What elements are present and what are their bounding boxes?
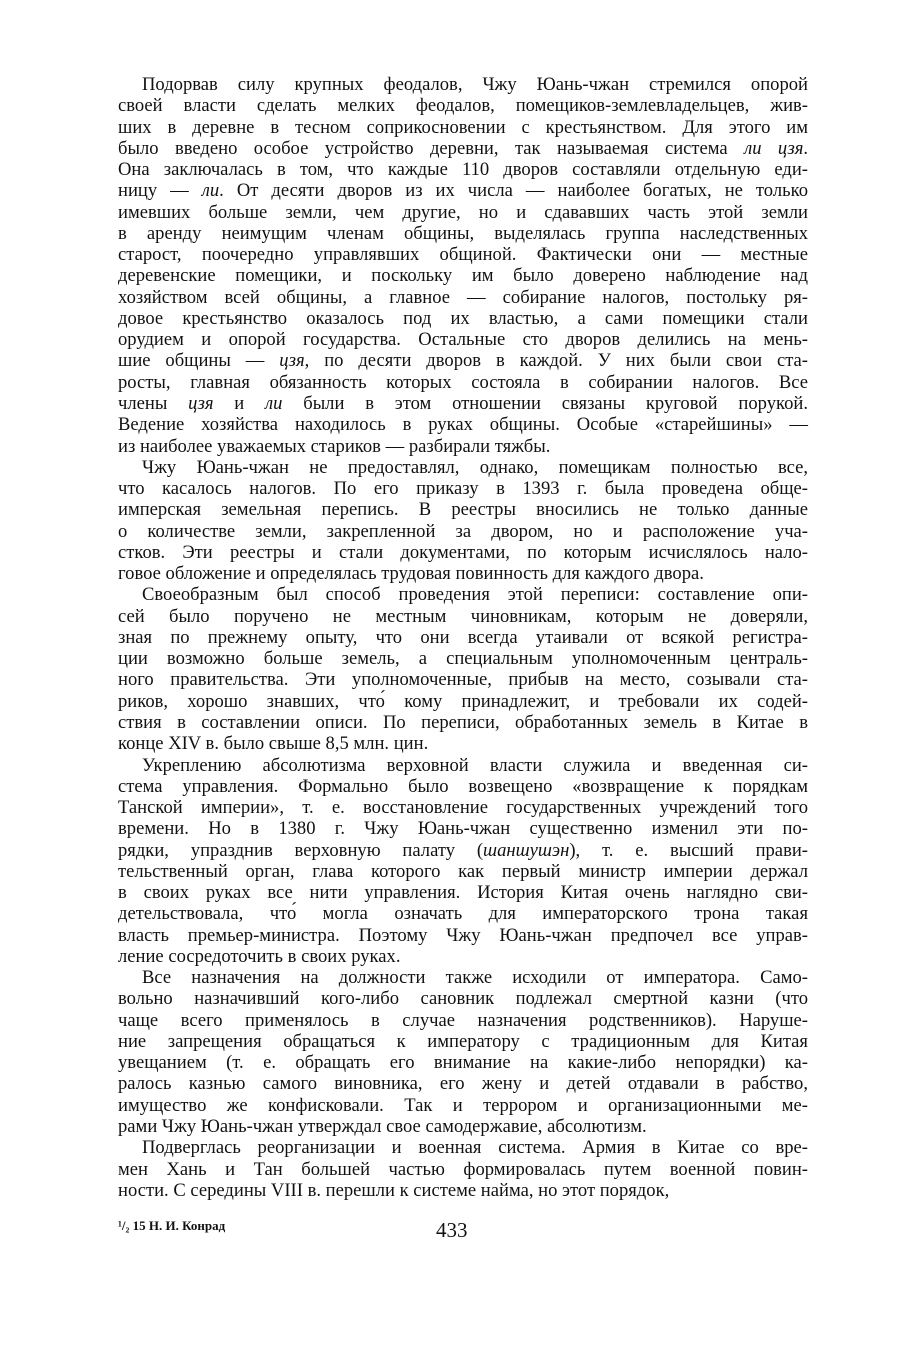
text-run: ницу — bbox=[118, 180, 202, 202]
text-line: ствия в составлении описи. По переписи, обработанных земель в Китае в bbox=[118, 711, 808, 733]
text-line: в аренду неимущим членам общины, выделялась группа наследственных bbox=[118, 222, 808, 244]
italic-term: ли bbox=[201, 180, 220, 202]
text-line: имущество же конфисковали. Так и террором и организационными ме- bbox=[118, 1094, 808, 1116]
text-run: ), т. е. высший прави- bbox=[569, 839, 808, 861]
text-line: имевших больше земли, чем другие, но и сдававших часть этой земли bbox=[118, 201, 808, 223]
text-line: сей было поручено не местным чиновникам, которым не доверяли, bbox=[118, 605, 808, 627]
text-line: хозяйством всей общины, а главное — собирание налогов, постольку ря- bbox=[118, 286, 808, 308]
text-line: Все назначения на должности также исходили от императора. Само- bbox=[142, 967, 808, 989]
text-line: увещанием (т. е. обращать его внимание на какие-либо непорядки) ка- bbox=[118, 1052, 808, 1074]
text-line: Танской империи», т. е. восстановление государственных учреждений того bbox=[118, 797, 808, 819]
italic-term: ли bbox=[265, 392, 283, 414]
text-line: своей власти сделать мелких феодалов, помещиков-землевладельцев, жив- bbox=[118, 95, 808, 117]
text-line: зная по прежнему опыту, что они всегда утаивали от всякой регистра- bbox=[118, 626, 808, 648]
text-line: стема управления. Формально было возвещено «возвращение к порядкам bbox=[118, 775, 808, 797]
text-line bbox=[118, 350, 808, 371]
body-text bbox=[118, 74, 808, 1201]
text-line: Подорвав силу крупных феодалов, Чжу Юань-чжан стремился опорой bbox=[142, 74, 808, 95]
text-line: вольно назначивший кого-либо сановник подлежал смертной казни (что bbox=[118, 988, 808, 1010]
italic-term: ли цзя bbox=[744, 137, 804, 159]
text-line: стков. Эти реестры и стали документами, по которым исчислялось нало- bbox=[118, 541, 808, 563]
text-line: мен Хань и Тан большей частью формировалась путем военной повин- bbox=[118, 1158, 808, 1180]
text-line: конце XIV в. было свыше 8,5 млн. цин. bbox=[118, 733, 429, 755]
text-line: о количестве земли, закрепленной за двором, но и расположение уча- bbox=[118, 520, 808, 542]
italic-term: шаншушэн bbox=[483, 839, 570, 861]
text-line: ции возможно больше земель, а специальным уполномоченным централь- bbox=[118, 648, 808, 670]
text-line: тельственный орган, глава которого как первый министр империи держал bbox=[118, 860, 808, 882]
italic-term: цзя bbox=[188, 392, 214, 414]
text-line: ралось казнью самого виновника, его жену и детей отдавали в рабство, bbox=[118, 1073, 808, 1095]
text-line: ление сосредоточить в своих руках. bbox=[118, 945, 401, 967]
text-line bbox=[118, 138, 808, 159]
text-line: в своих руках все нити управления. История Китая очень наглядно сви- bbox=[118, 882, 808, 904]
text-line bbox=[118, 840, 808, 861]
text-line: Укреплению абсолютизма верховной власти служила и введенная си- bbox=[142, 754, 808, 776]
text-line: ших в деревне в тесном соприкосновении с крестьянством. Для этого им bbox=[118, 116, 808, 138]
text-line: Чжу Юань-чжан не предоставлял, однако, помещикам полностью все, bbox=[142, 456, 808, 478]
printer-signature: ¹/₂ 15 Н. И. Конрад bbox=[118, 1218, 226, 1233]
paragraph bbox=[118, 1137, 808, 1201]
text-run: было введено особое устройство деревни, так называемая система bbox=[118, 137, 745, 159]
text-line: орудием и опорой государства. Остальные сто дворов делились на мень- bbox=[118, 329, 808, 351]
text-line: Своеобразным был способ проведения этой переписи: составление опи- bbox=[142, 584, 808, 606]
text-line: Подверглась реорганизации и военная система. Армия в Китае со вре- bbox=[142, 1137, 808, 1159]
text-run: члены bbox=[118, 392, 189, 414]
text-line: из наиболее уважаемых стариков — разбирали тяжбы. bbox=[118, 435, 551, 457]
italic-term: цзя bbox=[279, 350, 305, 372]
paragraph bbox=[118, 74, 808, 457]
text-line: детельствовала, что́ могла означать для императорского трона такая bbox=[118, 903, 808, 925]
text-line: чаще всего применялось в случае назначения родственников). Наруше- bbox=[118, 1009, 808, 1031]
text-run: и bbox=[213, 392, 266, 414]
text-run: были в этом отношении связаны круговой порукой. bbox=[282, 392, 808, 414]
text-line: времени. Но в 1380 г. Чжу Юань-чжан существенно изменил эти по- bbox=[118, 818, 808, 840]
text-line: росты, главная обязанность которых состояла в собирании налогов. Все bbox=[118, 371, 808, 393]
text-run: рядки, упразднив верховную палату ( bbox=[118, 839, 484, 861]
text-run: . bbox=[803, 137, 808, 159]
text-line: власть премьер-министра. Поэтому Чжу Юань-чжан предпочел все управ- bbox=[118, 924, 808, 946]
text-line: рами Чжу Юань-чжан утверждал свое самодержавие, абсолютизм. bbox=[118, 1116, 647, 1138]
text-line bbox=[118, 180, 808, 201]
text-line bbox=[118, 393, 808, 414]
text-line: что касалось налогов. По его приказу в 1393 г. была проведена обще- bbox=[118, 478, 808, 500]
text-line: довое крестьянство оказалось под их властью, а сами помещики стали bbox=[118, 307, 808, 329]
text-line: ние запрещения обращаться к императору с традиционным для Китая bbox=[118, 1030, 808, 1052]
paragraph bbox=[118, 457, 808, 585]
text-line: Она заключалась в том, что каждые 110 дворов составляли отдельную еди- bbox=[118, 159, 808, 181]
paragraph bbox=[118, 967, 808, 1137]
text-run: . От десяти дворов из их числа — наиболее богатых, не только bbox=[219, 180, 808, 202]
text-line: имперская земельная перепись. В реестры вносились не только данные bbox=[118, 499, 808, 521]
text-line: деревенские помещики, и поскольку им было доверено наблюдение над bbox=[118, 265, 808, 287]
text-line: риков, хорошо знавших, что́ кому принадлежит, и требовали их содей- bbox=[118, 690, 808, 712]
text-line: старост, поочередно управлявших общиной. Фактически они — местные bbox=[118, 244, 808, 266]
text-line: говое обложение и определялась трудовая повинность для каждого двора. bbox=[118, 563, 704, 585]
paragraph bbox=[118, 755, 808, 968]
text-run: , по десяти дворов в каждой. У них были свои ста- bbox=[304, 350, 808, 372]
page-number: 433 bbox=[436, 1218, 468, 1242]
paragraph bbox=[118, 584, 808, 754]
text-line: Ведение хозяйства находилось в руках общины. Особые «старейшины» — bbox=[118, 414, 808, 436]
text-run: шие общины — bbox=[118, 350, 280, 372]
text-line: ности. С середины VIII в. перешли к системе найма, но этот порядок, bbox=[118, 1179, 670, 1201]
text-line: ного правительства. Эти уполномоченные, прибыв на место, созывали ста- bbox=[118, 669, 808, 691]
